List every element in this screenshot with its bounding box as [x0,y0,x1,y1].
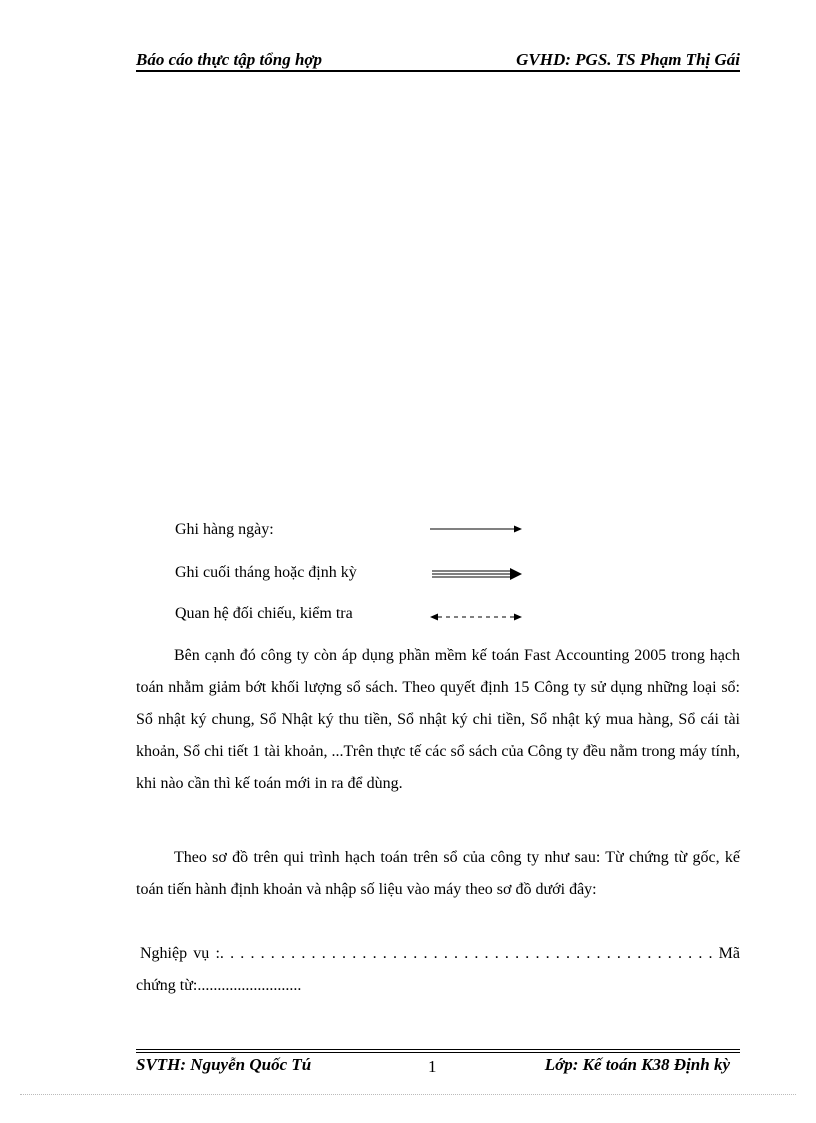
page-footer [136,1055,740,1079]
form-line-transaction [136,938,740,970]
legend-row-daily [175,520,274,540]
footer-rule-bottom [136,1052,740,1053]
page-number: 1 [428,1057,437,1076]
legend-label-periodic: Ghi cuối tháng hoặc định kỳ [175,564,357,581]
page-bottom-border [20,1094,796,1095]
footer-student: SVTH: Nguyễn Quốc Tú [136,1055,312,1074]
form-line-document-text: chứng từ:.......................... [136,977,302,994]
footer-class: Lớp: Kế toán K38 Định kỳ [544,1055,730,1074]
header-advisor: GVHD: PGS. TS Phạm Thị Gái [516,50,740,69]
paragraph-software-text: Bên cạnh đó công ty còn áp dụng phần mềm kế toán Fast Accounting 2005 trong hạch toán nhằm giảm bớt khối lượng sổ sách. Theo quyết định 15 Công ty sử dụng những loại sổ: Sổ nhật ký chung, Sổ Nhật ký thu tiền, Sổ nhật ký chi tiền, Sổ nhật ký mua hàng, Sổ cái tài khoản, Sổ chi tiết 1 tài khoản, ...Trên thực tế các sổ sách của Công ty đều nằm trong máy tính, khi nào cần thì kế toán mới in ra để dùng. [136,647,740,792]
paragraph-process-text: Theo sơ đồ trên qui trình hạch toán trên sổ của công ty như sau: Từ chứng từ gốc, kế toán tiến hành định khoản và nhập số liệu vào máy theo sơ đồ dưới đây: [136,849,740,898]
form-line-transaction-text: Nghiệp vụ :. . . . . . . . . . . . . . . . . . . . . . . . . . . . . . . . . . . . . . . . . . . . . . . . . Mã [140,945,740,962]
single-arrow-icon [430,522,525,536]
form-line-document [136,970,740,1002]
page-header [136,48,740,72]
legend-row-periodic [175,563,357,583]
header-title: Báo cáo thực tập tổng hợp [136,50,323,69]
legend-row-crosscheck [175,604,353,624]
paragraph-software [136,640,740,800]
paragraph-process [136,842,740,906]
footer-rule-top [136,1049,740,1050]
legend-label-daily: Ghi hàng ngày: [175,521,274,538]
legend-label-crosscheck: Quan hệ đối chiếu, kiểm tra [175,605,353,622]
double-arrow-icon [430,566,525,582]
dashed-bidirectional-arrow-icon [430,610,525,624]
